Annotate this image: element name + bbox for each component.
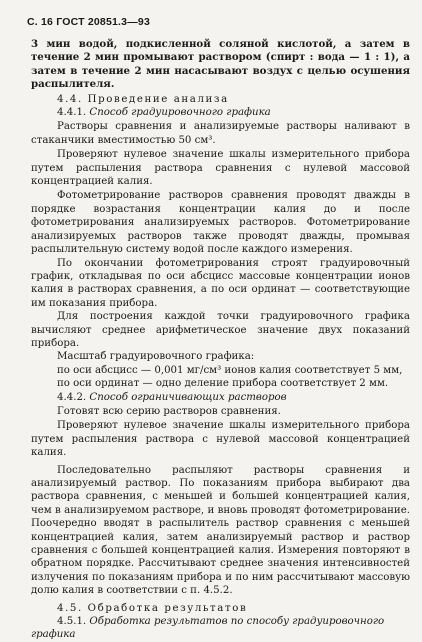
paragraph-sequence: Последовательно распыляют растворы сравнения и анализируемый раствор. По показаниям прибора выбирают два раствора сравнения, с меньшей и большей концентрацией калия, чем в анализируемом растворе, и вновь проводят фотометрирование. Поочередно вводят в распылитель раствор сравнения с меньшей концентрацией калия, затем анализируемый раствор и раствор сравнения с большей концентрацией калия. Измерения повторяют в обратном порядке. Рассчитывают среднее значения интенсивностей излучения по показаниям прибора и по ним рассчитывают массовую долю калия в соответствии с п. 4.5.2.: [31, 464, 410, 597]
subsection-title: Способ градуировочного графика: [89, 107, 271, 119]
subsection-number: 4.4.1.: [57, 107, 87, 119]
page-header: С. 16 ГОСТ 20851.3—93: [27, 16, 150, 28]
paragraph-zero-check: Проверяют нулевое значение шкалы измерительного прибора путем распыления раствора сравнения с нулевой массовой концентрацией калия.: [31, 149, 410, 188]
paragraph-zero-check-2: Проверяют нулевое значение шкалы измерительного прибора путем распыления раствора с нулевой массовой концентрацией калия.: [31, 420, 410, 459]
paragraph-abscissa: по оси абсцисс — 0,001 мг/см³ ионов калия соответствует 5 мм,: [57, 364, 403, 376]
subsection-number: 4.4.2.: [57, 391, 87, 403]
paragraph-graph: По окончании фотометрирования строят градуировочный график, откладывая по оси абсцисс массовые концентрации ионов калия в растворах сравнения, а по оси ординат — соответствующие им показания прибора.: [31, 257, 410, 309]
section-heading-4-4: 4.4. Проведение анализа: [57, 93, 229, 105]
subsection-heading-4-4-1: [31, 106, 410, 119]
paragraph-washing: 3 мин водой, подкисленной соляной кислотой, а затем в течение 2 мин промывают раствором (спирт : вода — 1 : 1), а затем в течение 2 мин насасывают воздух с целью осушения распылителя.: [31, 38, 410, 91]
subsection-title: Способ ограничивающих растворов: [89, 391, 287, 403]
subsection-heading-4-4-2: [31, 391, 410, 404]
paragraph-scale: Масштаб градуировочного графика:: [57, 351, 255, 363]
subsection-heading-4-5-1: [31, 615, 410, 642]
subsection-number: 4.5.1.: [57, 616, 87, 628]
subsection-title: Обработка результатов по способу градуировочного графика: [31, 616, 385, 641]
paragraph-solutions: Растворы сравнения и анализируемые растворы наливают в стаканчики вместимостью 50 см³.: [31, 121, 410, 146]
paragraph-mean: Для построения каждой точки градуировочного графика вычисляют среднее арифметическое значение двух показаний прибора.: [31, 311, 410, 349]
paragraph-photometry: Фотометрирование растворов сравнения проводят дважды в порядке возрастания концентрации калия до и после фотометрирования анализируемых растворов. Фотометрирование анализируемых растворов также проводят дважды, промывая распылительную систему водой после каждого измерения.: [31, 190, 410, 256]
paragraph-prepare: Готовят всю серию растворов сравнения.: [57, 405, 281, 417]
section-heading-4-5: 4.5. Обработка результатов: [57, 602, 248, 614]
paragraph-ordinate: по оси ординат — одно деление прибора соответствует 2 мм.: [57, 378, 389, 390]
